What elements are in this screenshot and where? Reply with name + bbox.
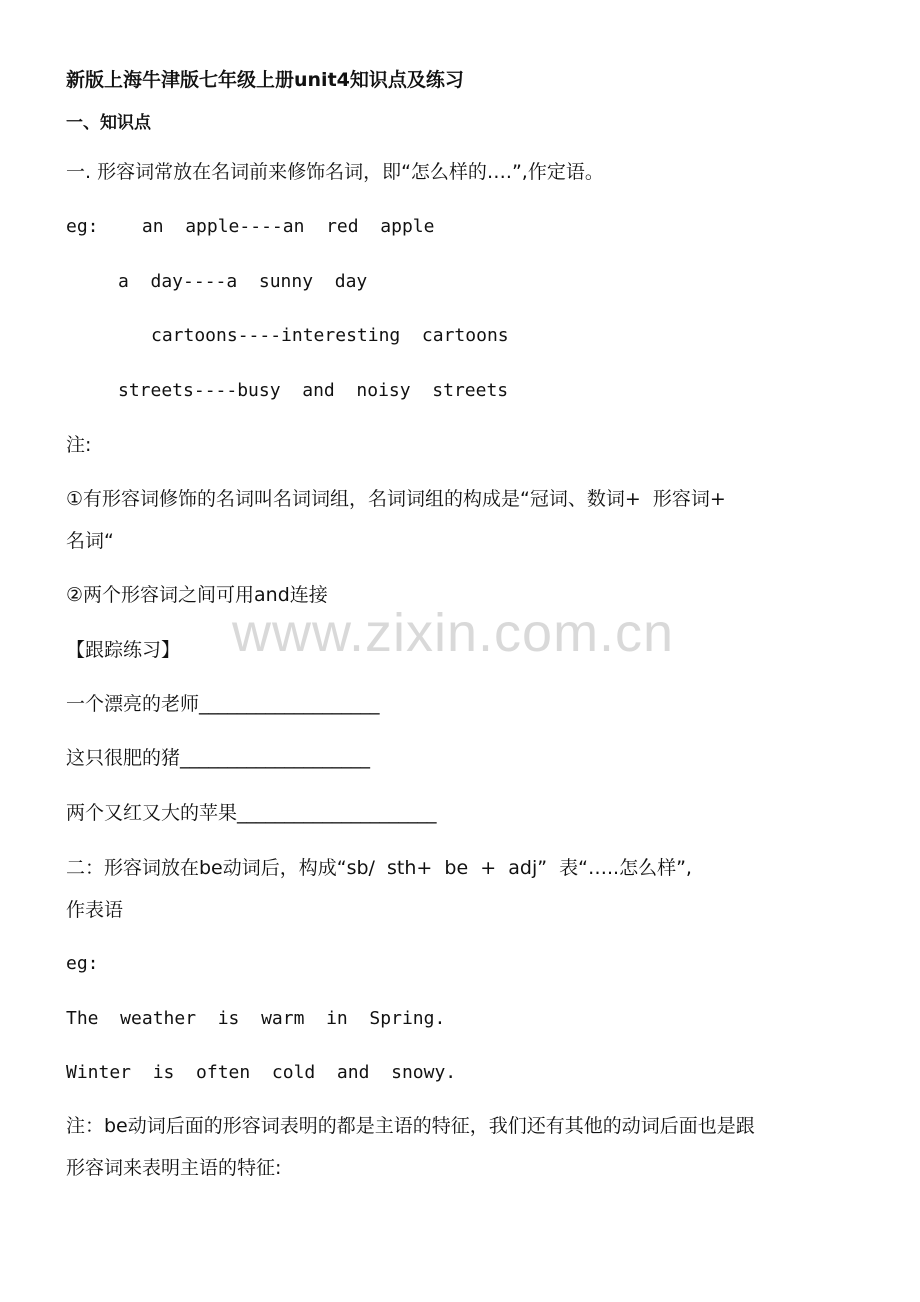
example-line: cartoons----interesting cartoons bbox=[151, 325, 509, 346]
note-3-line-1: 注：be动词后面的形容词表明的都是主语的特征，我们还有其他的动词后面也是跟 bbox=[66, 1115, 755, 1137]
grammar-point-1: 一. 形容词常放在名词前来修饰名词，即“怎么样的….”,作定语。 bbox=[66, 161, 604, 183]
practice-item: 这只很肥的猪____________________ bbox=[66, 747, 371, 769]
example-line: a day----a sunny day bbox=[118, 271, 368, 292]
grammar-point-2-line-2: 作表语 bbox=[66, 899, 124, 921]
practice-item: 两个又红又大的苹果_____________________ bbox=[66, 802, 437, 824]
note-1-line-1: ①有形容词修饰的名词叫名词词组，名词词组的构成是“冠词、数词+ 形容词+ bbox=[66, 488, 726, 510]
practice-heading: 【跟踪练习】 bbox=[66, 639, 181, 661]
example-sentence: Winter is often cold and snowy. bbox=[66, 1062, 457, 1083]
practice-item: 一个漂亮的老师___________________ bbox=[66, 693, 380, 715]
section-heading: 一、知识点 bbox=[66, 113, 151, 133]
note-2: ②两个形容词之间可用and连接 bbox=[66, 584, 328, 606]
watermark: www.zixin.com.cn bbox=[232, 603, 675, 663]
example-sentence: The weather is warm in Spring. bbox=[66, 1008, 446, 1029]
document-title: 新版上海牛津版七年级上册unit4知识点及练习 bbox=[66, 69, 464, 91]
eg-label: eg: bbox=[66, 953, 99, 974]
example-line: streets----busy and noisy streets bbox=[118, 380, 509, 401]
grammar-point-2-line-1: 二：形容词放在be动词后，构成“sb/ sth+ be + adj” 表“…..怎么样”, bbox=[66, 857, 692, 879]
note-label: 注: bbox=[66, 434, 92, 456]
example-line: eg: an apple----an red apple bbox=[66, 216, 435, 237]
note-1-line-2: 名词“ bbox=[66, 530, 114, 552]
note-3-line-2: 形容词来表明主语的特征: bbox=[66, 1157, 282, 1179]
